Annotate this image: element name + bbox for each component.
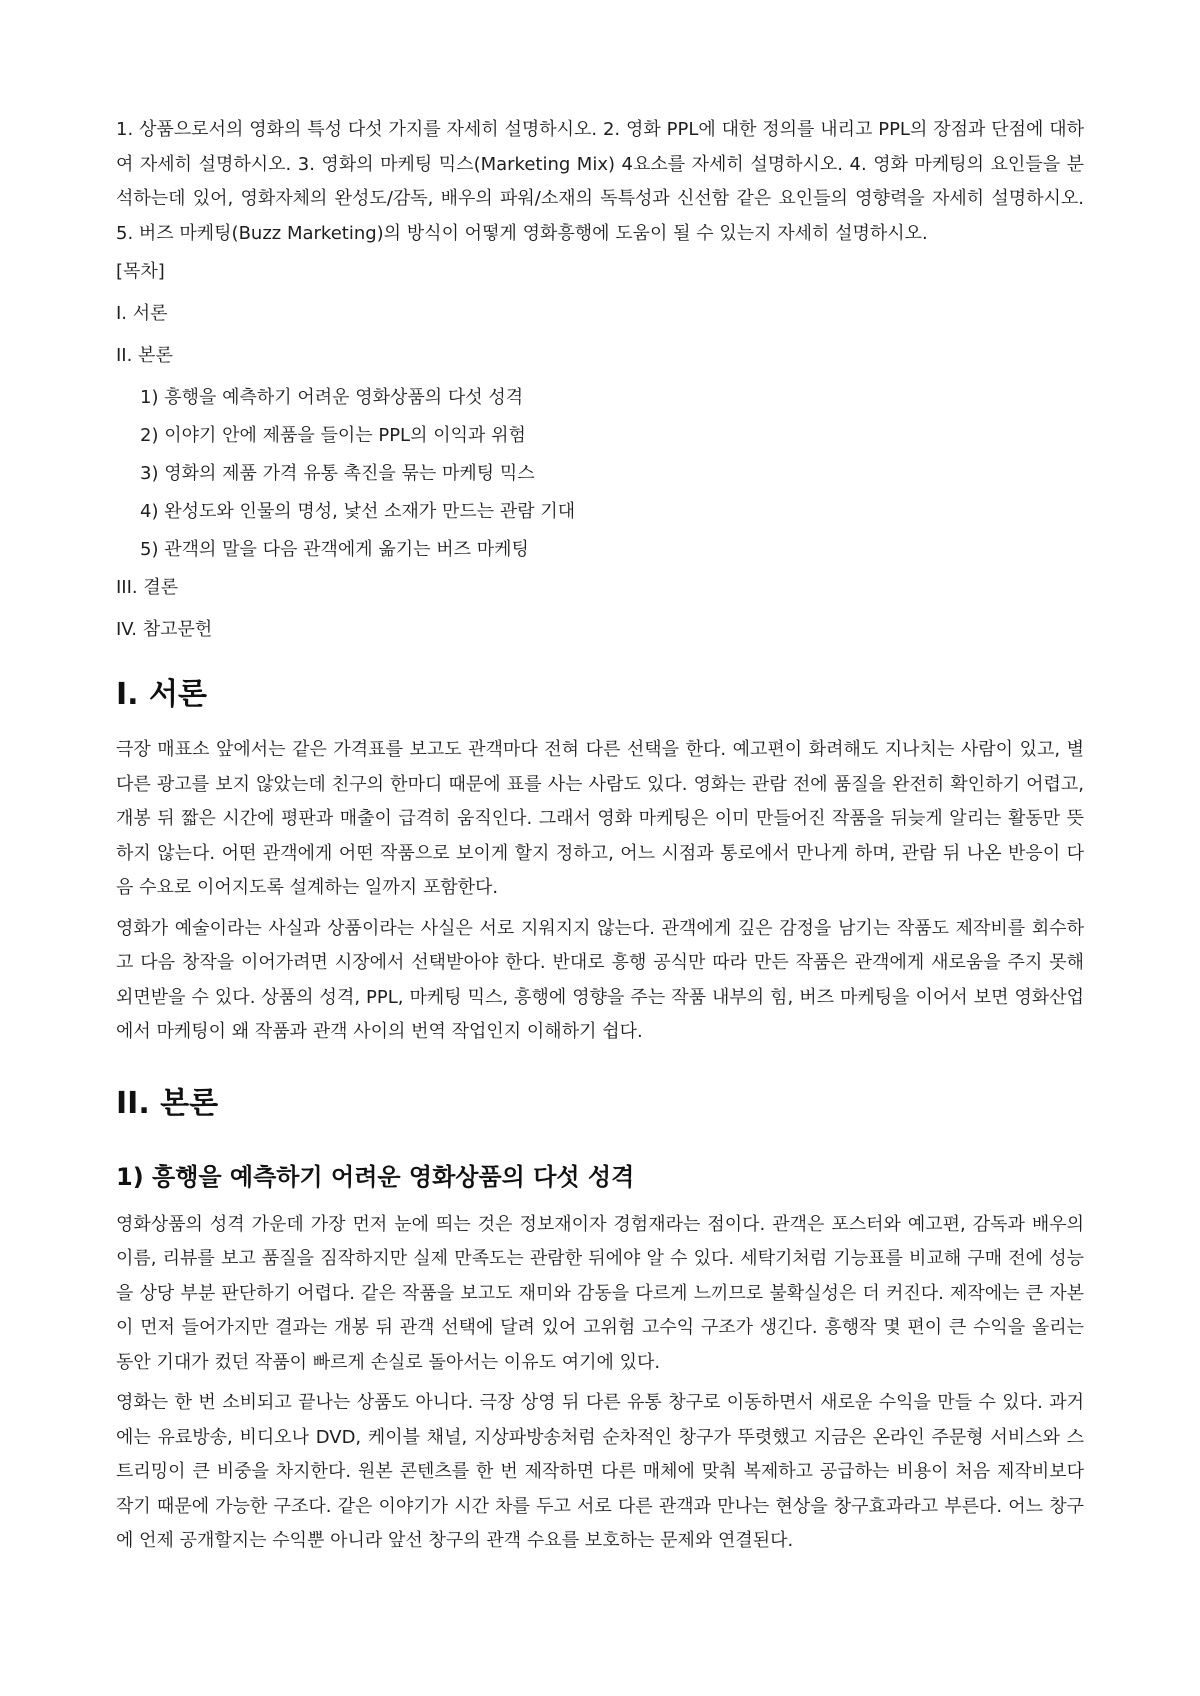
subsection-heading: 1) 흥행을 예측하기 어려운 영화상품의 다섯 성격 (116, 1162, 635, 1191)
body-paragraph: 영화는 한 번 소비되고 끝나는 상품도 아니다. 극장 상영 뒤 다른 유통 창구로 이동하면서 새로운 수익을 만들 수 있다. 과거에는 유료방송, 비디오나 DVD, 케이블 채널, 지상파방송처럼 순차적인 창구가 뚜렷했고 지금은 온라인 주문형 서비스와 스트리밍이 큰 비중을 차지한다. 원본 콘텐츠를 한 번 제작하면 다른 매체에 맞춰 복제하고 공급하는 비용이 처음 제작비보다 작기 때문에 가능한 구조다. 같은 이야기가 시간 차를 두고 서로 다른 관객과 만나는 현상을 창구효과라고 부른다. 어느 창구에 언제 공개할지는 수익뿐 아니라 앞선 창구의 관객 수요를 보호하는 문제와 연결된다. (116, 1392, 1084, 1551)
toc-title: [목차] (116, 261, 165, 282)
intro-heading: I. 서론 (116, 677, 207, 712)
toc-sub-item: 4) 완성도와 인물의 명성, 낯선 소재가 만드는 관람 기대 (140, 501, 576, 522)
toc-item-body: II. 본론 (116, 345, 173, 366)
toc-sub-item: 3) 영화의 제품 가격 유통 촉진을 묶는 마케팅 믹스 (140, 463, 535, 484)
toc-sub-item: 2) 이야기 안에 제품을 들이는 PPL의 이익과 위험 (140, 425, 526, 446)
toc-sub-list (116, 383, 1084, 565)
intro-paragraph: 극장 매표소 앞에서는 같은 가격표를 보고도 관객마다 전혀 다른 선택을 한다. 예고편이 화려해도 지나치는 사람이 있고, 별다른 광고를 보지 않았는데 친구의 한마디 때문에 표를 사는 사람도 있다. 영화는 관람 전에 품질을 완전히 확인하기 어렵고, 개봉 뒤 짧은 시간에 평판과 매출이 급격히 움직인다. 그래서 영화 마케팅은 이미 만들어진 작품을 뒤늦게 알리는 활동만 뜻하지 않는다. 어떤 관객에게 어떤 작품으로 보이게 할지 정하고, 어느 시점과 통로에서 만나게 하며, 관람 뒤 나온 반응이 다음 수요로 이어지도록 설계하는 일까지 포함한다. (116, 739, 1084, 898)
intro-paragraph: 영화가 예술이라는 사실과 상품이라는 사실은 서로 지워지지 않는다. 관객에게 깊은 감정을 남기는 작품도 제작비를 회수하고 다음 창작을 이어가려면 시장에서 선택받아야 한다. 반대로 흥행 공식만 따라 만든 작품은 관객에게 새로움을 주지 못해 외면받을 수 있다. 상품의 성격, PPL, 마케팅 믹스, 흥행에 영향을 주는 작품 내부의 힘, 버즈 마케팅을 이어서 보면 영화산업에서 마케팅이 왜 작품과 관객 사이의 번역 작업인지 이해하기 쉽다. (116, 917, 1084, 1042)
table-of-contents (116, 257, 1084, 645)
toc-sub-item: 5) 관객의 말을 다음 관객에게 옮기는 버즈 마케팅 (140, 539, 529, 560)
toc-item-references: IV. 참고문헌 (116, 619, 213, 640)
body-paragraph: 영화상품의 성격 가운데 가장 먼저 눈에 띄는 것은 정보재이자 경험재라는 점이다. 관객은 포스터와 예고편, 감독과 배우의 이름, 리뷰를 보고 품질을 짐작하지만 실제 만족도는 관람한 뒤에야 알 수 있다. 세탁기처럼 기능표를 비교해 구매 전에 성능을 상당 부분 판단하기 어렵다. 같은 작품을 보고도 재미와 감동을 다르게 느끼므로 불확실성은 더 커진다. 제작에는 큰 자본이 먼저 들어가지만 결과는 개봉 뒤 관객 선택에 달려 있어 고위험 고수익 구조가 생긴다. 흥행작 몇 편이 큰 수익을 올리는 동안 기대가 컸던 작품이 빠르게 손실로 돌아서는 이유도 여기에 있다. (116, 1213, 1084, 1373)
toc-item-intro: I. 서론 (116, 303, 168, 324)
toc-item-conclusion: III. 결론 (116, 577, 179, 598)
assignment-questions: 1. 상품으로서의 영화의 특성 다섯 가지를 자세히 설명하시오. 2. 영화 PPL에 대한 정의를 내리고 PPL의 장점과 단점에 대하여 자세히 설명하시오. 3. 영화의 마케팅 믹스(Marketing Mix) 4요소를 자세히 설명하시오. 4. 영화 마케팅의 요인들을 분석하는데 있어, 영화자체의 완성도/감독, 배우의 파워/소재의 독특성과 신선함 같은 요인들의 영향력을 자세히 설명하시오. 5. 버즈 마케팅(Buzz Marketing)의 방식이 어떻게 영화흥행에 도움이 될 수 있는지 자세히 설명하시오. (116, 119, 1084, 244)
toc-sub-item: 1) 흥행을 예측하기 어려운 영화상품의 다섯 성격 (140, 387, 524, 408)
body-heading: II. 본론 (116, 1085, 219, 1121)
